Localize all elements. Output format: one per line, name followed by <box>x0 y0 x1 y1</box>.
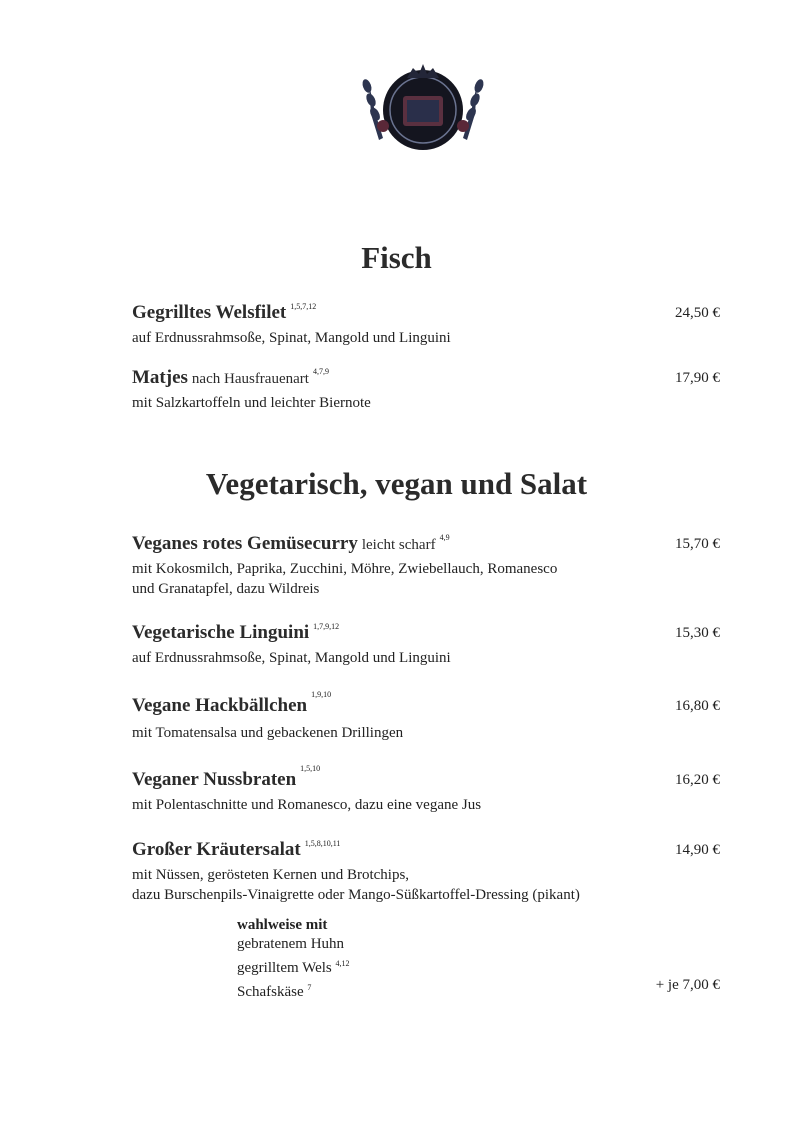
options-title: wahlweise mit <box>237 917 328 933</box>
option-label: gegrilltem Wels <box>237 960 332 976</box>
item-name: Vegetarische Linguini <box>132 622 310 643</box>
option-allergens: 7 <box>307 983 312 992</box>
item-description: mit Polentaschnitte und Romanesco, dazu eine vegane Jus <box>132 797 482 813</box>
option-item <box>237 954 720 978</box>
item-price: 16,80 € <box>675 698 720 714</box>
item-description: dazu Burschenpils-Vinaigrette oder Mango-Süßkartoffel-Dressing (pikant) <box>132 887 580 903</box>
item-description: auf Erdnussrahmsoße, Spinat, Mangold und Linguini <box>132 650 451 666</box>
section-title-fisch: Fisch <box>361 240 432 275</box>
item-allergens: 1,5,8,10,11 <box>304 838 341 848</box>
item-description: mit Tomatensalsa und gebackenen Drillingen <box>132 725 404 741</box>
restaurant-logo <box>355 60 491 156</box>
item-price: 16,20 € <box>675 772 720 788</box>
item-name: Veganes rotes Gemüsecurry <box>132 533 358 554</box>
option-item <box>237 978 720 1002</box>
item-allergens: 1,5,7,12 <box>290 301 317 311</box>
item-description: und Granatapfel, dazu Wildreis <box>132 581 320 597</box>
item-allergens: 1,5,10 <box>300 763 321 773</box>
option-label: Schafskäse <box>237 984 304 1000</box>
menu-item <box>132 533 720 599</box>
item-description: auf Erdnussrahmsoße, Spinat, Mangold und Linguini <box>132 330 451 346</box>
option-label: gebratenem Huhn <box>237 936 345 952</box>
item-name: Gegrilltes Welsfilet <box>132 302 287 323</box>
item-note: nach Hausfrauenart <box>191 371 309 387</box>
item-description: mit Nüssen, gerösteten Kernen und Brotchips, <box>132 867 410 883</box>
section-title-vegetarisch: Vegetarisch, vegan und Salat <box>205 466 588 501</box>
menu-item <box>132 302 720 348</box>
option-item <box>237 935 720 954</box>
item-description: mit Kokosmilch, Paprika, Zucchini, Möhre, Zwiebellauch, Romanesco <box>132 561 558 577</box>
options-block <box>237 916 720 1002</box>
item-allergens: 4,9 <box>439 532 450 542</box>
menu-item <box>132 839 720 905</box>
item-description: mit Salzkartoffeln und leichter Biernote <box>132 395 371 411</box>
item-name: Vegane Hackbällchen <box>132 695 308 716</box>
item-price: 15,70 € <box>675 536 720 552</box>
item-allergens: 4,7,9 <box>312 366 329 376</box>
option-allergens: 4,12 <box>335 959 350 968</box>
item-name: Veganer Nussbraten <box>132 769 297 790</box>
item-price: 17,90 € <box>675 370 720 386</box>
item-price: 24,50 € <box>675 305 720 321</box>
item-name: Großer Kräutersalat <box>132 839 301 860</box>
item-price: 15,30 € <box>675 625 720 641</box>
item-allergens: 1,7,9,12 <box>313 621 340 631</box>
item-note: leicht scharf <box>361 537 436 553</box>
item-price: 14,90 € <box>675 842 720 858</box>
options-price: + je 7,00 € <box>655 977 720 993</box>
menu-item <box>132 689 720 743</box>
menu-item <box>132 367 720 413</box>
item-allergens: 1,9,10 <box>311 689 332 699</box>
menu-item <box>132 622 720 668</box>
menu-item <box>132 763 720 815</box>
item-name: Matjes <box>132 367 188 388</box>
